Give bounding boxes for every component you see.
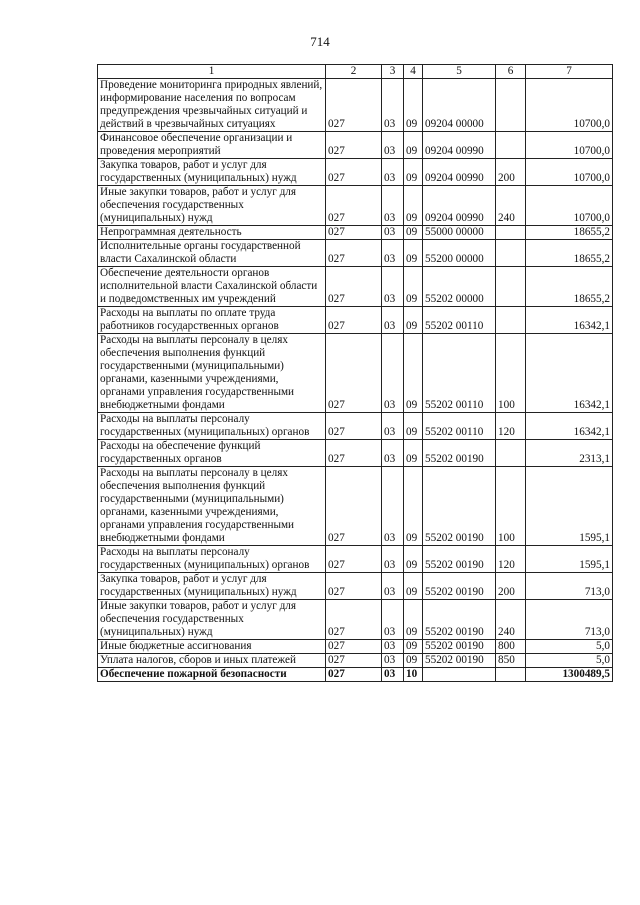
- ministry-code: 027: [326, 573, 382, 600]
- subsection-code: 09: [404, 440, 423, 467]
- table-row: [98, 186, 613, 226]
- amount: 713,0: [526, 600, 613, 640]
- row-name: Финансовое обеспечение организации и проведения мероприятий: [98, 132, 326, 159]
- subsection-code: 10: [404, 668, 423, 682]
- target-article-code: 55202 00190: [423, 640, 496, 654]
- row-name: Расходы на обеспечение функций государственных органов: [98, 440, 326, 467]
- ministry-code: 027: [326, 654, 382, 668]
- expense-type-code: 100: [496, 467, 526, 546]
- section-code: 03: [382, 640, 404, 654]
- expense-type-code: [496, 668, 526, 682]
- amount: 18655,2: [526, 226, 613, 240]
- target-article-code: 55202 00000: [423, 267, 496, 307]
- expense-type-code: 200: [496, 159, 526, 186]
- amount: 1595,1: [526, 546, 613, 573]
- target-article-code: 55000 00000: [423, 226, 496, 240]
- expense-type-code: [496, 226, 526, 240]
- table-row: [98, 640, 613, 654]
- row-name: Расходы на выплаты по оплате труда работников государственных органов: [98, 307, 326, 334]
- row-name: Расходы на выплаты персоналу государственных (муниципальных) органов: [98, 413, 326, 440]
- ministry-code: 027: [326, 467, 382, 546]
- expense-type-code: 120: [496, 546, 526, 573]
- column-number-row: [98, 65, 613, 79]
- target-article-code: [423, 668, 496, 682]
- expense-type-code: 240: [496, 186, 526, 226]
- amount: 16342,1: [526, 334, 613, 413]
- section-code: 03: [382, 334, 404, 413]
- row-name: Иные закупки товаров, работ и услуг для обеспечения государственных (муниципальных) нужд: [98, 186, 326, 226]
- amount: 16342,1: [526, 413, 613, 440]
- row-name: Обеспечение деятельности органов исполнительной власти Сахалинской области и подведомственных им учреждений: [98, 267, 326, 307]
- table-row: [98, 600, 613, 640]
- section-code: 03: [382, 600, 404, 640]
- column-header: 4: [404, 65, 423, 79]
- expense-type-code: 200: [496, 573, 526, 600]
- column-header: 2: [326, 65, 382, 79]
- row-name: Обеспечение пожарной безопасности: [98, 668, 326, 682]
- expense-type-code: [496, 240, 526, 267]
- subsection-code: 09: [404, 600, 423, 640]
- amount: 5,0: [526, 654, 613, 668]
- section-code: 03: [382, 79, 404, 132]
- row-name: Непрограммная деятельность: [98, 226, 326, 240]
- row-name: Расходы на выплаты персоналу государственных (муниципальных) органов: [98, 546, 326, 573]
- ministry-code: 027: [326, 186, 382, 226]
- row-name: Закупка товаров, работ и услуг для государственных (муниципальных) нужд: [98, 573, 326, 600]
- row-name: Исполнительные органы государственной власти Сахалинской области: [98, 240, 326, 267]
- row-name: Проведение мониторинга природных явлений, информирование населения по вопросам предупреждения чрезвычайных ситуаций и действий в чрезвычайных ситуациях: [98, 79, 326, 132]
- subsection-code: 09: [404, 334, 423, 413]
- section-code: 03: [382, 668, 404, 682]
- ministry-code: 027: [326, 640, 382, 654]
- expense-type-code: [496, 440, 526, 467]
- ministry-code: 027: [326, 159, 382, 186]
- ministry-code: 027: [326, 546, 382, 573]
- section-code: 03: [382, 413, 404, 440]
- ministry-code: 027: [326, 226, 382, 240]
- subsection-code: 09: [404, 79, 423, 132]
- target-article-code: 09204 00990: [423, 159, 496, 186]
- column-header: 7: [526, 65, 613, 79]
- target-article-code: 55202 00190: [423, 546, 496, 573]
- amount: 10700,0: [526, 186, 613, 226]
- column-header: 3: [382, 65, 404, 79]
- row-name: Иные закупки товаров, работ и услуг для обеспечения государственных (муниципальных) нужд: [98, 600, 326, 640]
- expense-type-code: [496, 79, 526, 132]
- budget-table: [97, 64, 613, 682]
- table-row: [98, 307, 613, 334]
- table-row: [98, 334, 613, 413]
- column-header: 6: [496, 65, 526, 79]
- target-article-code: 55202 00110: [423, 413, 496, 440]
- amount: 10700,0: [526, 159, 613, 186]
- amount: 18655,2: [526, 267, 613, 307]
- expense-type-code: 850: [496, 654, 526, 668]
- ministry-code: 027: [326, 240, 382, 267]
- target-article-code: 55202 00190: [423, 600, 496, 640]
- table-row: [98, 668, 613, 682]
- row-name: Расходы на выплаты персоналу в целях обеспечения выполнения функций государственными (муниципальными) органами, казенными учреждениями, органами управления государственными внебюджетными фондами: [98, 467, 326, 546]
- subsection-code: 09: [404, 546, 423, 573]
- section-code: 03: [382, 307, 404, 334]
- expense-type-code: 240: [496, 600, 526, 640]
- amount: 1595,1: [526, 467, 613, 546]
- section-code: 03: [382, 467, 404, 546]
- subsection-code: 09: [404, 240, 423, 267]
- section-code: 03: [382, 132, 404, 159]
- section-code: 03: [382, 573, 404, 600]
- subsection-code: 09: [404, 267, 423, 307]
- subsection-code: 09: [404, 159, 423, 186]
- amount: 2313,1: [526, 440, 613, 467]
- table-body: [98, 79, 613, 682]
- target-article-code: 55200 00000: [423, 240, 496, 267]
- page-number: 714: [310, 34, 330, 49]
- subsection-code: 09: [404, 573, 423, 600]
- subsection-code: 09: [404, 307, 423, 334]
- ministry-code: 027: [326, 267, 382, 307]
- target-article-code: 55202 00110: [423, 334, 496, 413]
- ministry-code: 027: [326, 668, 382, 682]
- row-name: Расходы на выплаты персоналу в целях обеспечения выполнения функций государственными (муниципальными) органами, казенными учреждениями, органами управления государственными внебюджетными фондами: [98, 334, 326, 413]
- expense-type-code: 800: [496, 640, 526, 654]
- row-name: Уплата налогов, сборов и иных платежей: [98, 654, 326, 668]
- amount: 5,0: [526, 640, 613, 654]
- section-code: 03: [382, 267, 404, 307]
- subsection-code: 09: [404, 654, 423, 668]
- expense-type-code: [496, 132, 526, 159]
- amount: 10700,0: [526, 79, 613, 132]
- target-article-code: 09204 00000: [423, 79, 496, 132]
- target-article-code: 55202 00190: [423, 440, 496, 467]
- table-row: [98, 654, 613, 668]
- table-row: [98, 440, 613, 467]
- target-article-code: 55202 00190: [423, 654, 496, 668]
- amount: 10700,0: [526, 132, 613, 159]
- table-row: [98, 226, 613, 240]
- section-code: 03: [382, 440, 404, 467]
- table-row: [98, 79, 613, 132]
- subsection-code: 09: [404, 226, 423, 240]
- table-row: [98, 159, 613, 186]
- section-code: 03: [382, 654, 404, 668]
- row-name: Иные бюджетные ассигнования: [98, 640, 326, 654]
- table-row: [98, 267, 613, 307]
- ministry-code: 027: [326, 440, 382, 467]
- target-article-code: 55202 00190: [423, 467, 496, 546]
- subsection-code: 09: [404, 132, 423, 159]
- amount: 18655,2: [526, 240, 613, 267]
- section-code: 03: [382, 159, 404, 186]
- amount: 16342,1: [526, 307, 613, 334]
- section-code: 03: [382, 240, 404, 267]
- column-header: 1: [98, 65, 326, 79]
- ministry-code: 027: [326, 132, 382, 159]
- expense-type-code: [496, 307, 526, 334]
- table-row: [98, 573, 613, 600]
- ministry-code: 027: [326, 600, 382, 640]
- section-code: 03: [382, 186, 404, 226]
- subsection-code: 09: [404, 413, 423, 440]
- ministry-code: 027: [326, 413, 382, 440]
- ministry-code: 027: [326, 334, 382, 413]
- expense-type-code: 100: [496, 334, 526, 413]
- target-article-code: 09204 00990: [423, 132, 496, 159]
- table-row: [98, 132, 613, 159]
- expense-type-code: 120: [496, 413, 526, 440]
- amount: 713,0: [526, 573, 613, 600]
- ministry-code: 027: [326, 307, 382, 334]
- table-row: [98, 546, 613, 573]
- ministry-code: 027: [326, 79, 382, 132]
- row-name: Закупка товаров, работ и услуг для государственных (муниципальных) нужд: [98, 159, 326, 186]
- expense-type-code: [496, 267, 526, 307]
- amount: 1300489,5: [526, 668, 613, 682]
- subsection-code: 09: [404, 186, 423, 226]
- subsection-code: 09: [404, 640, 423, 654]
- table-row: [98, 240, 613, 267]
- column-header: 5: [423, 65, 496, 79]
- subsection-code: 09: [404, 467, 423, 546]
- section-code: 03: [382, 226, 404, 240]
- target-article-code: 55202 00110: [423, 307, 496, 334]
- section-code: 03: [382, 546, 404, 573]
- table-row: [98, 413, 613, 440]
- target-article-code: 09204 00990: [423, 186, 496, 226]
- table-row: [98, 467, 613, 546]
- target-article-code: 55202 00190: [423, 573, 496, 600]
